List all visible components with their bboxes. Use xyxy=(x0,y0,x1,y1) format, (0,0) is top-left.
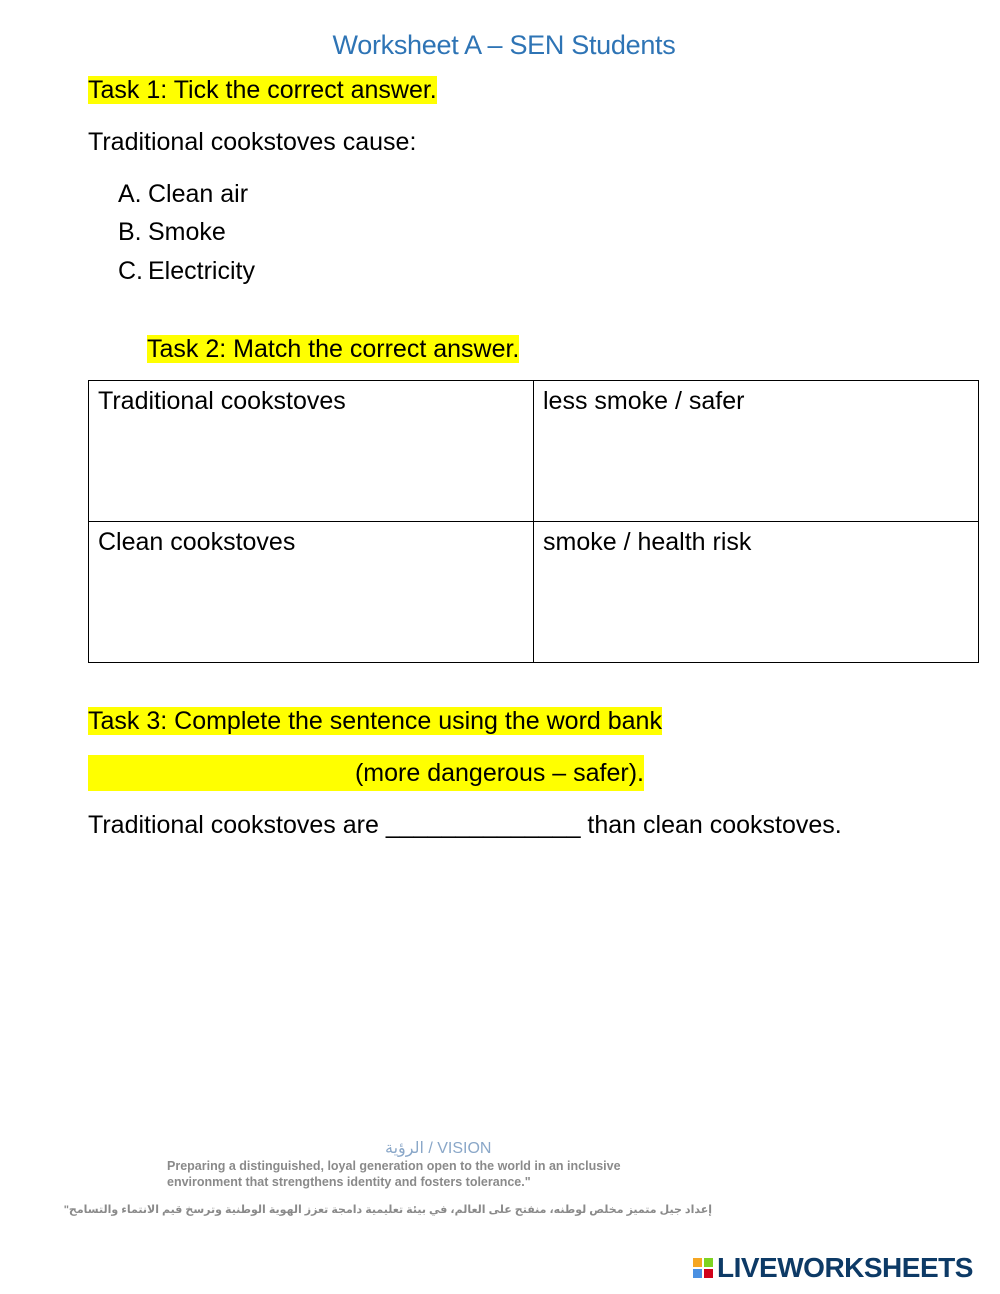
task3-word-bank: (more dangerous – safer). xyxy=(88,755,644,791)
logo-icon xyxy=(693,1258,713,1278)
task1-question: Traditional cookstoves cause: xyxy=(88,128,417,156)
task3-heading-line1: Task 3: Complete the sentence using the word bank xyxy=(88,707,662,735)
match-right-cell[interactable]: smoke / health risk xyxy=(534,522,979,663)
option-letter: B. xyxy=(118,218,142,246)
option-text: Clean air xyxy=(148,180,249,208)
option-text: Smoke xyxy=(148,218,226,246)
table-row xyxy=(89,522,979,663)
task1-heading-text: Task 1: Tick the correct answer. xyxy=(88,76,437,104)
match-left-cell[interactable]: Traditional cookstoves xyxy=(89,381,534,522)
task1-option-a[interactable] xyxy=(118,176,248,212)
logo-square xyxy=(704,1258,713,1267)
vision-statement-ar: إعداد جيل متميز مخلص لوطنه، منفتح على العالم، في بيئة تعليمية دامجة تعزز الهوية الوطنية وترسخ قيم الانتماء والتسامح" xyxy=(63,1204,712,1216)
logo-square xyxy=(693,1258,702,1267)
task1-option-c[interactable] xyxy=(118,253,255,289)
task3-heading xyxy=(88,703,662,739)
option-text: Electricity xyxy=(148,257,255,285)
vision-statement-en: Preparing a distinguished, loyal generation open to the world in an inclusive environment that strengthens identity and fosters tolerance." xyxy=(167,1159,621,1189)
match-right-cell[interactable]: less smoke / safer xyxy=(534,381,979,522)
logo-square xyxy=(693,1269,702,1278)
task3-sentence[interactable]: Traditional cookstoves are ______________ than clean cookstoves. xyxy=(88,811,842,839)
option-letter: A. xyxy=(118,180,142,208)
task2-heading-text: Task 2: Match the correct answer. xyxy=(147,335,520,363)
match-table xyxy=(88,380,979,663)
task2-heading xyxy=(147,331,519,367)
worksheet-title: Worksheet A – SEN Students xyxy=(332,30,676,60)
option-letter: C. xyxy=(118,257,143,285)
task1-heading xyxy=(88,72,437,108)
match-left-cell[interactable]: Clean cookstoves xyxy=(89,522,534,663)
vision-heading: الرؤية / VISION xyxy=(385,1140,492,1157)
liveworksheets-logo xyxy=(693,1252,973,1284)
logo-square xyxy=(704,1269,713,1278)
task1-option-b[interactable] xyxy=(118,214,226,250)
brand-name: LIVEWORKSHEETS xyxy=(717,1252,973,1283)
table-row xyxy=(89,381,979,522)
